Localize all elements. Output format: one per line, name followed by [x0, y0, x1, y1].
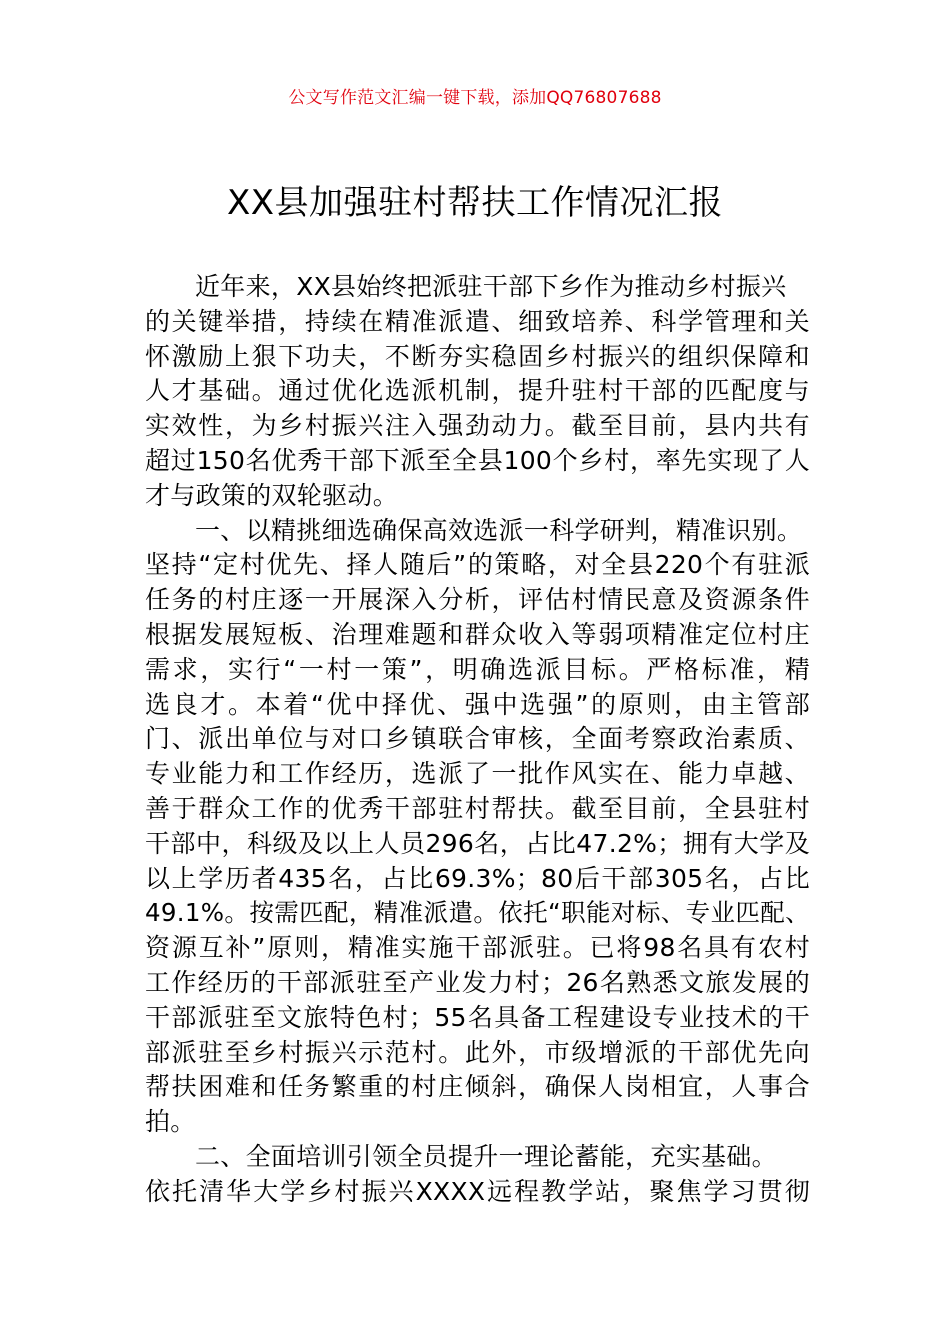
body-line: 专业能力和工作经历，选派了一批作风实在、能力卓越、: [145, 759, 810, 789]
body-line: 门、派出单位与对口乡镇联合审核，全面考察政治素质、: [145, 724, 810, 754]
body-line: 帮扶困难和任务繁重的村庄倾斜，确保人岗相宜，人事合: [145, 1072, 810, 1102]
body-line: 超过150名优秀干部下派至全县100个乡村，率先实现了人: [145, 445, 810, 475]
body-line: 人才基础。通过优化选派机制，提升驻村干部的匹配度与: [145, 376, 810, 406]
body-line: 资源互补”原则，精准实施干部派驻。已将98名具有农村: [145, 933, 810, 963]
body-line: 需求，实行“一村一策”，明确选派目标。严格标准，精: [145, 654, 810, 684]
body-line: 根据发展短板、治理难题和群众收入等弱项精准定位村庄: [145, 619, 810, 649]
body-line: 选良才。本着“优中择优、强中选强”的原则，由主管部: [145, 689, 810, 719]
body-line: 干部中，科级及以上人员296名，占比47.2%；拥有大学及: [145, 828, 810, 858]
body-line: 部派驻至乡村振兴示范村。此外，市级增派的干部优先向: [145, 1037, 810, 1067]
body-line: 的关键举措，持续在精准派遣、细致培养、科学管理和关: [145, 306, 810, 336]
document-body: [145, 270, 810, 1210]
section-heading-line: 一、以精挑细选确保高效选派一科学研判，精准识别。: [195, 515, 803, 545]
body-line: 49.1%。按需匹配，精准派遣。依托“职能对标、专业匹配、: [145, 898, 810, 928]
download-banner: 公文写作范文汇编一键下载，添加QQ76807688: [288, 88, 662, 108]
body-line: 以上学历者435名，占比69.3%；80后干部305名，占比: [145, 863, 810, 893]
body-line: 工作经历的干部派驻至产业发力村；26名熟悉文旅发展的: [145, 967, 810, 997]
body-line: 怀激励上狠下功夫，不断夯实稳固乡村振兴的组织保障和: [145, 341, 810, 371]
body-line: 才与政策的双轮驱动。: [145, 480, 399, 510]
body-line: 坚持“定村优先、择人随后”的策略，对全县220个有驻派: [145, 550, 810, 580]
section-heading-line: 二、全面培训引领全员提升一理论蓄能，充实基础。: [195, 1141, 777, 1171]
body-line: 拍。: [145, 1107, 196, 1137]
body-line: 干部派驻至文旅特色村；55名具备工程建设专业技术的干: [145, 1002, 810, 1032]
body-line: 任务的村庄逐一开展深入分析，评估村情民意及资源条件: [145, 585, 810, 615]
body-line: 近年来，XX县始终把派驻干部下乡作为推动乡村振兴: [195, 272, 787, 301]
body-line: 依托清华大学乡村振兴XXXX远程教学站，聚焦学习贯彻: [145, 1176, 810, 1206]
document-title: XX县加强驻村帮扶工作情况汇报: [226, 183, 724, 223]
body-line: 实效性，为乡村振兴注入强劲动力。截至目前，县内共有: [145, 411, 810, 441]
body-line: 善于群众工作的优秀干部驻村帮扶。截至目前，全县驻村: [145, 793, 810, 823]
